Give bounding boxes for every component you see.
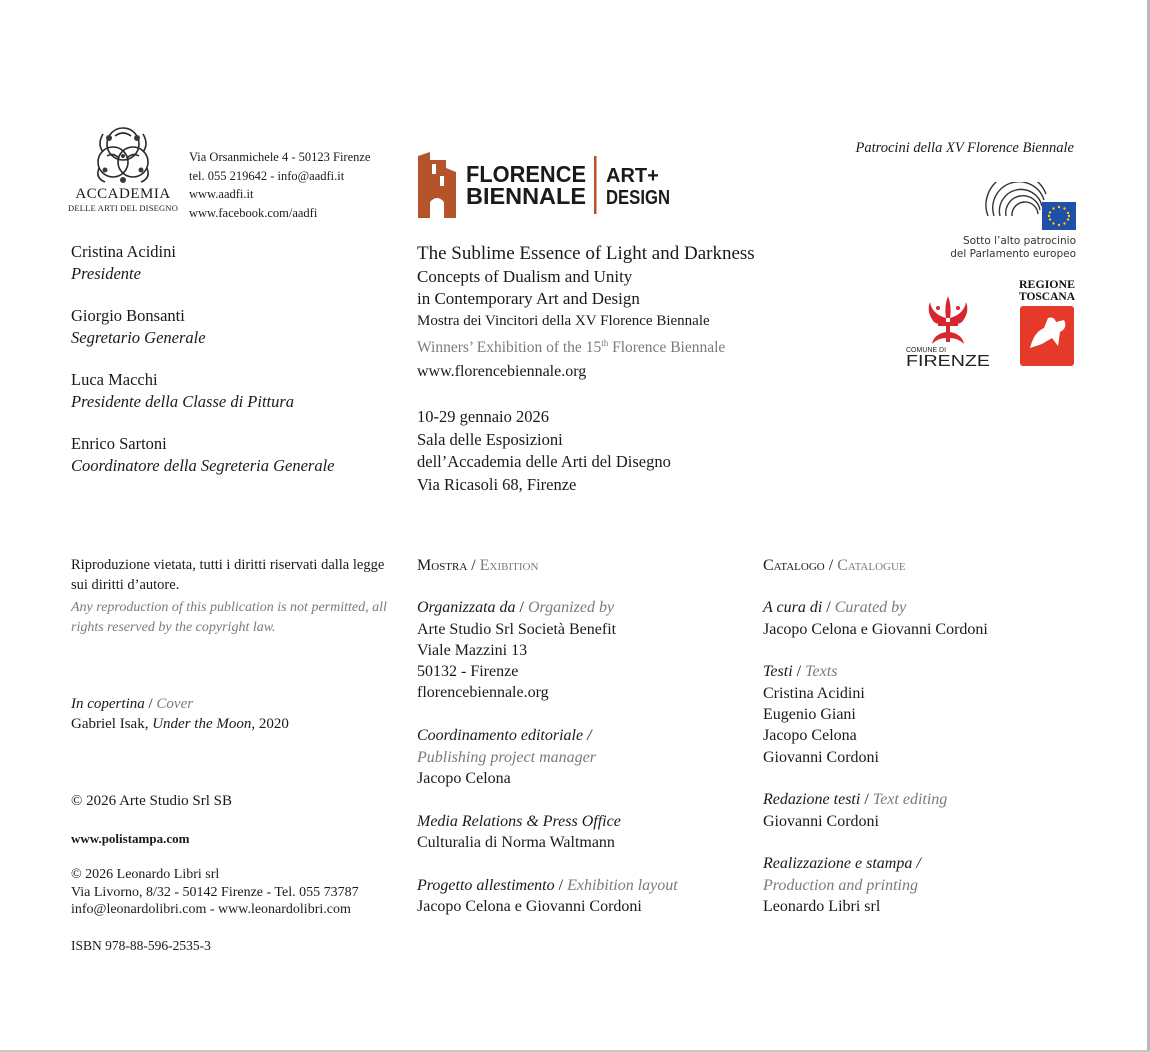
catalogo-header-en: Catalogue [837,557,906,574]
mostra-header-en: Exibition [479,557,539,574]
catalogo-credits [763,555,988,939]
cover-work [71,714,289,734]
organizer-line: Viale Mazzini 13 [417,641,528,659]
organizer-line: florencebiennale.org [417,684,549,702]
layout-names: Jacopo Celona e Giovanni Cordoni [417,898,642,916]
firenze-small-text: COMUNE DI [906,347,947,354]
mostra-header-it: Mostra [417,557,468,574]
cover-artist: Gabriel Isak, [71,716,149,732]
layout-label-it: Progetto allestimento [417,876,555,894]
layout-label: Progetto allestimento / Exhibition layout [417,876,678,894]
person-role: Coordinatore della Segreteria Generale [71,456,335,475]
catalogo-printing [763,853,988,917]
person-name: Cristina Acidini [71,242,176,261]
person-entry [71,241,335,285]
biennale-logo-art: ART+ [606,165,659,187]
exhibition-url[interactable]: www.florencebiennale.org [417,363,587,381]
rights-notice-it: Riproduzione vietata, tutti i diritti riservati dalla legge sui diritti d’autore. [71,557,385,593]
mostra-coordination [417,725,678,789]
organizer-label: Organizzata da / Organized by [417,599,615,617]
printing-name: Leonardo Libri srl [763,898,881,916]
curators-label-it: A cura di [763,599,823,617]
curators-label-en: Curated by [834,599,907,617]
eu-parliament-logo [984,182,1076,234]
mostra-organizer [417,597,678,703]
isbn: ISBN 978-88-596-2535-3 [71,938,211,953]
mostra-credits [417,555,678,939]
exhibition-mostra-en [417,332,755,359]
exhibition-info [417,242,755,384]
texts-label: Testi / Texts [763,663,838,681]
catalogo-header: Catalogo / Catalogue [763,557,906,574]
exhibition-mostra-en-sup: th [601,338,609,348]
cover-year: , 2020 [251,716,289,732]
firenze-big-text: FIRENZE [906,353,990,370]
person-role: Segretario Generale [71,328,206,347]
exhibition-subtitle-1: Concepts of Dualism and Unity [417,267,633,286]
editing-label-en: Text editing [872,791,948,809]
biennale-logo-line2: BIENNALE [466,183,586,209]
mostra-layout [417,875,678,918]
biennale-tower-icon [418,152,456,218]
cover-label: In copertina / Cover [71,696,194,712]
texts-author: Giovanni Cordoni [763,748,879,766]
exhibition-venue-2: dell’Accademia delle Arti del Disegno [417,452,671,471]
cover-credit [71,694,289,734]
accademia-emblem-icon [85,122,161,188]
copyright-arte-studio: © 2026 Arte Studio Srl SB [71,793,233,809]
exhibition-title: The Sublime Essence of Light and Darkness [417,243,755,264]
copyright-leonardo: © 2026 Leonardo Libri srl [71,867,220,882]
organizer-line: 50132 - Firenze [417,663,519,681]
comune-firenze-logo [904,292,992,370]
texts-label-en: Texts [805,663,838,681]
organizer-line: Arte Studio Srl Società Benefit [417,620,617,638]
accademia-logo [68,122,179,213]
biennale-logo-line1: FLORENCE [466,161,586,187]
polistampa-url[interactable]: www.polistampa.com [71,831,190,846]
mostra-media [417,811,678,854]
coordination-label-en: Publishing project manager [417,748,596,766]
person-name: Giorgio Bonsanti [71,306,185,325]
organizer-label-en: Organized by [527,599,615,617]
person-name: Enrico Sartoni [71,434,167,453]
catalogo-header-it: Catalogo [763,557,825,574]
media-label: Media Relations & Press Office [417,812,621,830]
organizer-label-it: Organizzata da [417,599,516,617]
florence-biennale-logo [416,150,686,220]
mostra-header: Mostra / Exibition [417,557,539,574]
exhibition-address: Via Ricasoli 68, Firenze [417,474,577,494]
biennale-logo-design: DESIGN [606,187,670,209]
cover-label-it: In copertina [71,696,145,712]
person-role: Presidente [71,264,141,283]
accademia-phone-email: tel. 055 219642 - info@aadfi.it [189,168,345,183]
person-entry [71,305,335,349]
eu-patronage-line-1: Sotto l’alto patrocinio [963,235,1076,247]
curators-names: Jacopo Celona e Giovanni Cordoni [763,620,988,638]
accademia-website: www.aadfi.it [189,187,254,201]
texts-author: Jacopo Celona [763,727,857,745]
curators-label: A cura di / Curated by [763,599,907,617]
editing-label-it: Redazione testi [763,791,861,809]
texts-author: Eugenio Giani [763,705,856,723]
exhibition-mostra-en-post: Florence Biennale [608,339,726,357]
texts-author: Cristina Acidini [763,684,865,702]
eu-patronage-line-2: del Parlamento europeo [950,248,1076,260]
patronage-title: Patrocini della XV Florence Biennale [855,140,1074,156]
exhibition-period: 10-29 gennaio 2026 [417,407,549,426]
exhibition-subtitle-2: in Contemporary Art and Design [417,289,640,308]
printing-label-en: Production and printing [763,876,918,894]
parliament-hemicycle-icon [986,182,1046,216]
exhibition-dates [417,406,671,496]
catalogo-editing [763,789,988,832]
person-name: Luca Macchi [71,370,158,389]
accademia-facebook: www.facebook.com/aadfi [189,205,318,220]
eu-patronage-text [950,235,1076,261]
toscana-line-2: TOSCANA [1019,289,1076,303]
coordination-label-it: Coordinamento editoriale / [417,727,592,745]
coordination-name: Jacopo Celona [417,769,511,787]
exhibition-mostra-it: Mostra dei Vincitori della XV Florence Biennale [417,313,710,329]
accademia-name: ACCADEMIA [75,186,171,202]
layout-label-en: Exhibition layout [567,876,678,894]
regione-toscana-logo [1018,276,1076,368]
person-entry [71,433,335,477]
catalogo-curators [763,597,988,640]
media-name: Culturalia di Norma Waltmann [417,833,615,851]
person-entry [71,369,335,413]
texts-label-it: Testi [763,663,793,681]
exhibition-mostra-en-pre: Winners’ Exhibition of the 15 [417,339,602,357]
editing-name: Giovanni Cordoni [763,812,879,830]
accademia-contact [189,148,370,222]
toscana-line-1: REGIONE [1019,277,1075,291]
catalogo-texts [763,661,988,767]
cover-title: Under the Moon [152,716,252,732]
editing-label: Redazione testi / Text editing [763,791,948,809]
leonardo-address: Via Livorno, 8/32 - 50142 Firenze - Tel. 055 73787 [71,884,359,900]
exhibition-venue-1: Sala delle Esposizioni [417,429,563,449]
accademia-subname: DELLE ARTI DEL DISEGNO [68,203,179,213]
rights-notice-en: Any reproduction of this publication is not permitted, all rights reserved by the copyright law. [71,600,387,635]
cover-label-en: Cover [156,696,194,712]
person-role: Presidente della Classe di Pittura [71,392,295,411]
accademia-address: Via Orsanmichele 4 - 50123 Firenze [189,150,371,164]
printing-label-it: Realizzazione e stampa / [763,855,921,873]
leonardo-web: info@leonardolibri.com - www.leonardolibri.com [71,902,351,917]
people-list [71,241,335,497]
leonardo-imprint [71,866,359,919]
florentine-lily-icon [929,296,968,344]
